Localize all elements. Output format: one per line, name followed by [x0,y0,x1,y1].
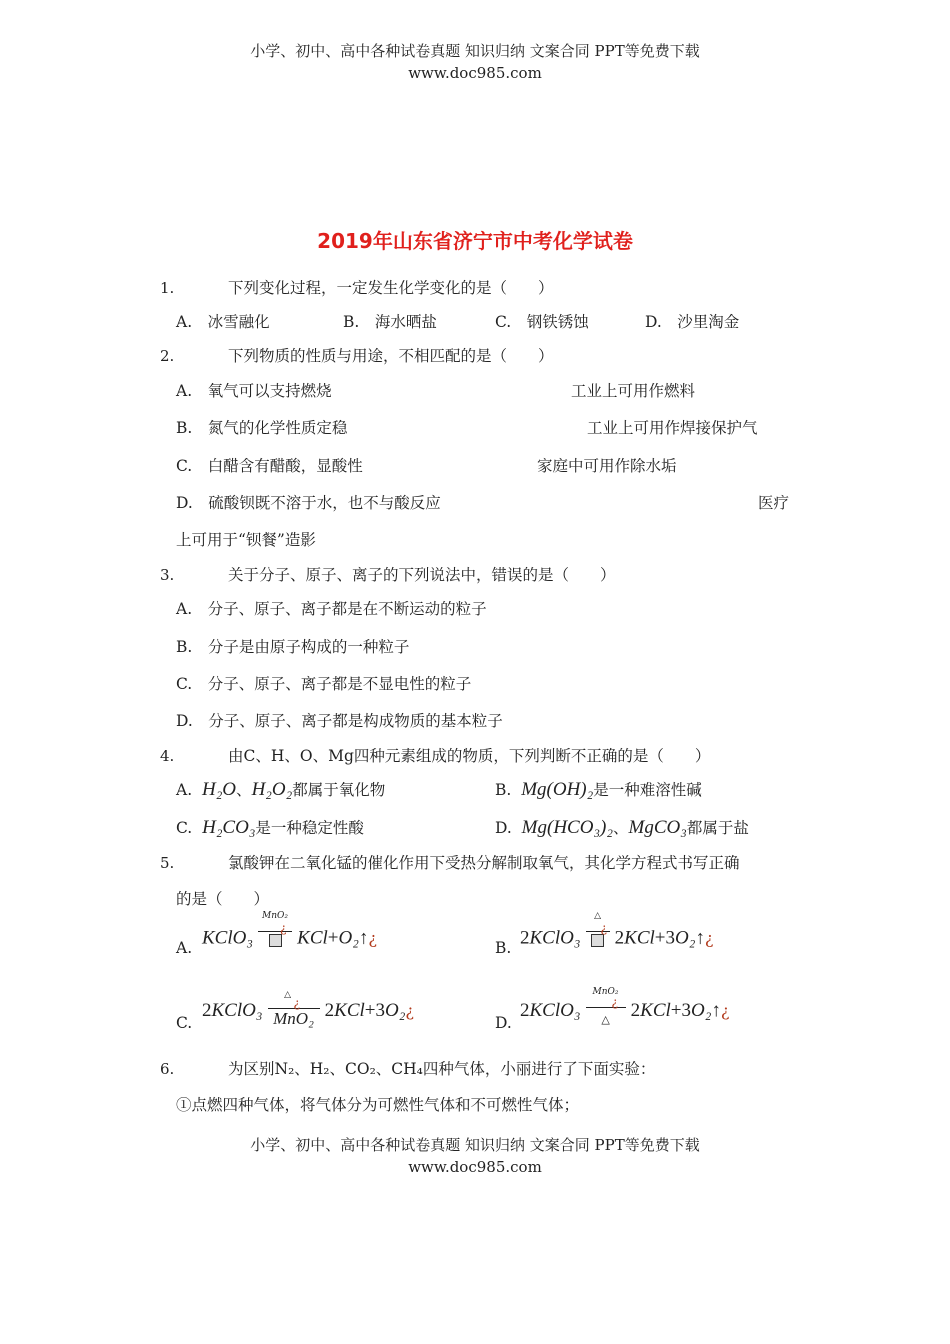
q4-option-b [495,779,702,801]
q3-number: 3. [160,566,175,584]
coefficient: 2 [520,927,530,949]
o2: O₂ [384,1000,406,1021]
catalyst-label: MnO₂ [262,911,289,921]
kclo3: KClO₃ [529,927,581,949]
header-url: www.doc985.com [408,64,542,82]
plus-sign: + [327,927,339,949]
q2-option-d-continued: 上可用于“钡餐”造影 [176,531,316,549]
separator: 、 [236,781,252,799]
unknown-glyph: ¿ [405,1001,414,1020]
q5-option-b-label: B. [495,939,512,957]
o2: O₂ [674,927,696,949]
unknown-glyph: ¿ [293,996,300,1010]
formula-mgco3: MgCO₃ [628,817,687,838]
q6-step-1: ①点燃四种气体，将气体分为可燃性气体和不可燃性气体； [176,1096,580,1114]
fraction-bar [258,931,292,932]
q1-stem: 下列变化过程，一定发生化学变化的是（ ） [228,279,554,297]
q2-option-b: B. 氮气的化学性质定稳 [176,419,348,437]
q2-option-d-use: 医疗 [758,494,790,512]
q1-option-a: A. 冰雪融化 [176,313,270,331]
q5-option-c-equation [202,990,414,1028]
heat-label: △ [601,1012,610,1026]
heat-label: △ [594,911,601,921]
missing-glyph-icon [591,934,604,947]
kclo3: KClO₃ [211,1000,263,1021]
kcl: KCl [624,927,655,949]
q2-option-b-use: 工业上可用作焊接保护气 [587,419,758,437]
q4-a-text: 都属于氧化物 [292,781,386,799]
unknown-glyph: ¿ [280,921,287,935]
q6-number: 6. [160,1060,175,1078]
o2: O₂ [690,1000,712,1021]
q4-a-label: A. [176,781,193,799]
q1-option-b: B. 海水晒盐 [343,313,437,331]
coefficient: 3 [681,1000,691,1021]
coefficient: 3 [375,1000,385,1021]
q3-option-b: B. 分子是由原子构成的一种粒子 [176,638,410,656]
q4-option-a [176,779,385,801]
q5-option-c-label: C. [176,1014,193,1032]
coefficient: 2 [202,1000,212,1021]
q1-number: 1. [160,279,175,297]
up-arrow: ↑ [695,927,705,949]
q2-option-a-use: 工业上可用作燃料 [571,382,696,400]
kcl: KCl [297,927,328,949]
heat-label: △ [284,990,291,1000]
q5-number: 5. [160,854,175,872]
formula-h2o: H₂O [201,779,237,800]
q4-b-label: B. [495,781,512,799]
q5-option-b-equation [520,911,714,953]
q2-option-a: A. 氧气可以支持燃烧 [176,382,332,400]
footer-line1: 小学、初中、高中各种试卷真题 知识归纳 文案合同 PPT等免费下载 [250,1136,700,1154]
kcl: KCl [640,1000,671,1021]
formula-h2o2: H₂O₂ [251,779,293,800]
o2: O₂ [338,927,359,949]
coefficient: 2 [520,1000,530,1021]
q4-c-text: 是一种稳定性酸 [255,819,364,837]
formula-mghco32: Mg(HCO₃)₂ [521,817,613,838]
reaction-condition [268,990,320,1029]
q3-option-d: D. 分子、原子、离子都是构成物质的基本粒子 [176,712,503,730]
q4-option-c [176,817,364,839]
q4-d-text: 都属于盐 [686,819,749,837]
unknown-glyph: ¿ [720,1001,730,1020]
unknown-glyph: ¿ [704,928,714,948]
q5-option-d-equation [520,986,730,1026]
mno2: MnO₂ [273,1009,314,1028]
q5-option-a-equation [202,911,377,953]
q2-option-c: C. 白醋含有醋酸，显酸性 [176,457,363,475]
q1-option-c: C. 钢铁锈蚀 [495,313,589,331]
q4-b-text: 是一种难溶性碱 [593,781,702,799]
unknown-glyph: ¿ [611,994,618,1009]
footer-url: www.doc985.com [408,1158,542,1176]
q2-stem: 下列物质的性质与用途，不相匹配的是（ ） [228,347,554,365]
q6-stem: 为区别N₂、H₂、CO₂、CH₄四种气体，小丽进行了下面实验： [228,1060,656,1078]
q2-option-c-use: 家庭中可用作除水垢 [537,457,677,475]
plus-sign: + [654,927,666,949]
coefficient: 3 [665,927,675,949]
formula-mgoh2: Mg(OH)₂ [521,779,594,800]
kclo3: KClO₃ [529,1000,581,1021]
separator: 、 [612,819,629,837]
q1-option-d: D. 沙里淘金 [645,313,740,331]
q5-stem-continued: 的是（ ） [176,890,270,908]
q3-stem: 关于分子、原子、离子的下列说法中，错误的是（ ） [228,566,616,584]
missing-glyph-icon [269,934,282,947]
reaction-condition [586,986,626,1027]
coefficient: 2 [614,927,625,949]
coefficient: 2 [630,1000,641,1021]
reaction-condition [258,911,292,951]
fraction-bar [586,1007,626,1008]
q2-option-d: D. 硫酸钡既不溶于水，也不与酸反应 [176,494,441,512]
coefficient: 2 [324,1000,335,1021]
unknown-glyph: ¿ [368,928,377,948]
kcl: KCl [334,1000,365,1021]
catalyst-label: MnO₂ [592,986,619,997]
q4-option-d [495,817,749,839]
up-arrow: ↑ [358,927,369,949]
q4-stem: 由C、H、O、Mg四种元素组成的物质，下列判断不正确的是（ ） [228,747,711,765]
page-title: 2019年山东省济宁市中考化学试卷 [317,229,633,253]
q3-option-a: A. 分子、原子、离子都是在不断运动的粒子 [176,600,487,618]
plus-sign: + [364,1000,376,1021]
formula-h2co3: H₂CO₃ [202,817,256,838]
q4-c-label: C. [176,819,193,837]
reaction-condition [586,911,610,951]
q4-number: 4. [160,747,175,765]
q5-option-a-label: A. [176,939,193,957]
header-line1: 小学、初中、高中各种试卷真题 知识归纳 文案合同 PPT等免费下载 [250,42,700,60]
unknown-glyph: ¿ [600,921,607,935]
kclo3: KClO₃ [202,927,253,949]
q2-number: 2. [160,347,175,365]
q5-stem: 氯酸钾在二氧化锰的催化作用下受热分解制取氧气，其化学方程式书写正确 [228,854,740,872]
up-arrow: ↑ [711,1000,721,1021]
q5-option-d-label: D. [495,1014,512,1032]
q3-option-c: C. 分子、原子、离子都是不显电性的粒子 [176,675,472,693]
q4-d-label: D. [495,819,512,837]
plus-sign: + [670,1000,682,1021]
